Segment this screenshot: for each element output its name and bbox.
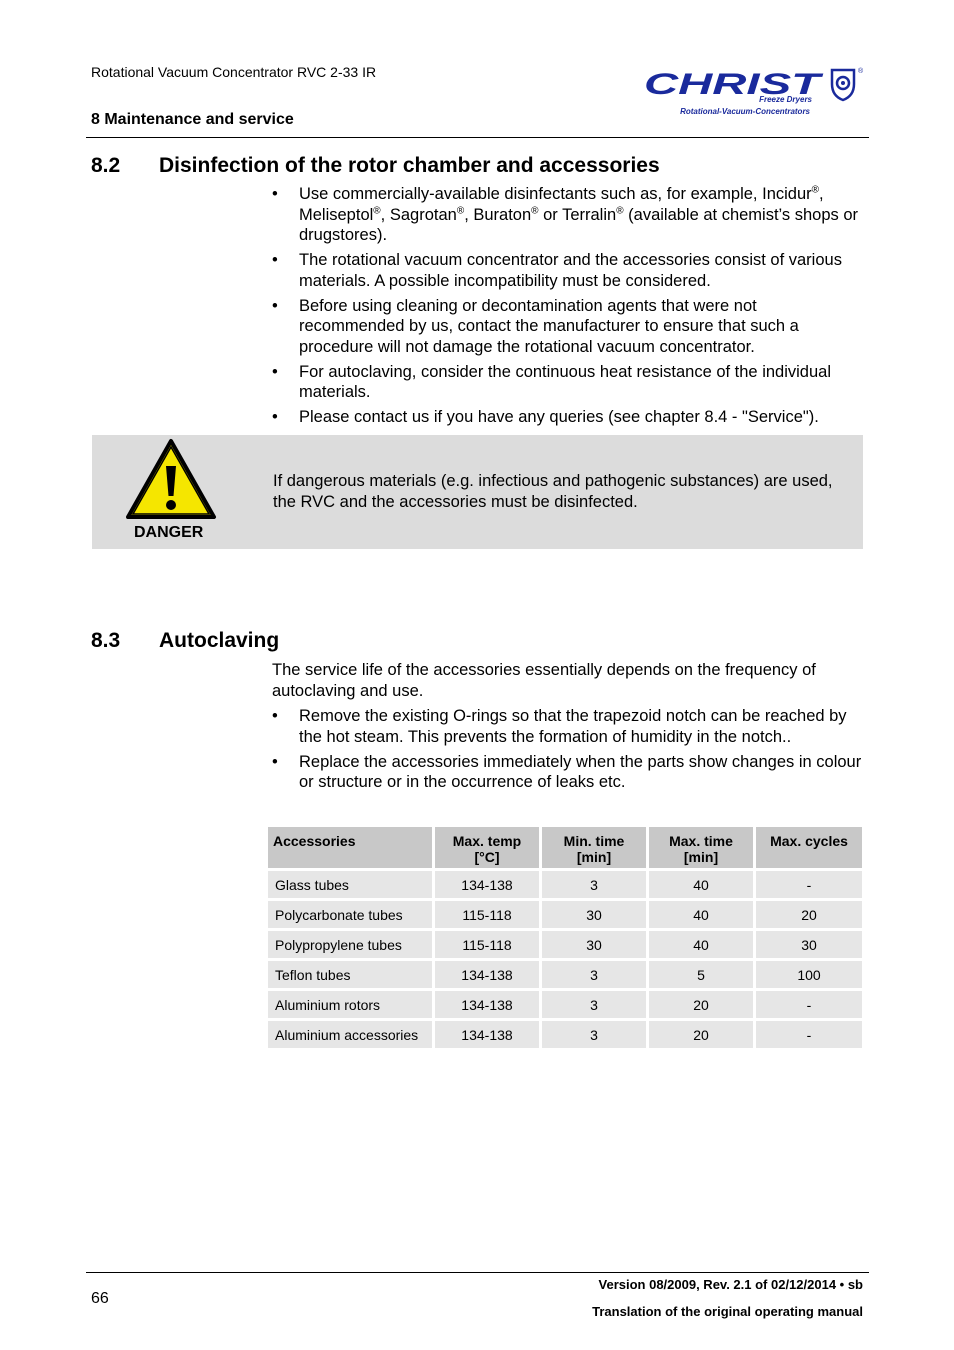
logo-registered-mark: ® [858, 68, 864, 75]
table-cell: 3 [542, 991, 646, 1018]
danger-label: DANGER [134, 524, 204, 541]
table-cell: 115-118 [435, 931, 539, 958]
table-cell: 20 [649, 1021, 753, 1048]
section-title: Disinfection of the rotor chamber and accessories [159, 154, 660, 177]
table-cell: 3 [542, 1021, 646, 1048]
table-cell: 115-118 [435, 901, 539, 928]
column-header: Min. time [min] [542, 827, 646, 868]
table-row [268, 931, 862, 958]
table-cell: - [756, 991, 862, 1018]
table-row [268, 991, 862, 1018]
table-row [268, 961, 862, 988]
table-cell: 134-138 [435, 961, 539, 988]
warning-triangle-icon [125, 438, 217, 520]
autoclaving-intro: The service life of the accessories essentially depends on the frequency of autoclaving and use. [272, 661, 816, 700]
section-8-3-heading [91, 629, 871, 657]
autoclaving-table [265, 824, 865, 1051]
header-divider [86, 137, 869, 138]
column-header: Max. cycles [756, 827, 862, 868]
table-cell: 30 [542, 931, 646, 958]
logo-emblem-icon [832, 70, 854, 100]
section-number: 8.3 [91, 629, 121, 652]
list-item: • Please contact us if you have any queries (see chapter 8.4 - "Service"). [272, 407, 864, 428]
logo-brand-text: CHRIST [644, 68, 825, 101]
page-number: 66 [91, 1290, 109, 1307]
logo-line2: Rotational-Vacuum-Concentrators [680, 107, 810, 116]
section-title: Autoclaving [159, 629, 280, 652]
table-row [268, 901, 862, 928]
list-item: • Before using cleaning or decontamination agents that were not recommended by us, contact the manufacturer to ensure that such a procedure will not damage the rotational vacuum concentrator. [272, 296, 864, 358]
table-cell: 40 [649, 931, 753, 958]
autoclaving-list [272, 706, 864, 797]
table-row [268, 1021, 862, 1048]
table-cell: Polypropylene tubes [268, 931, 432, 958]
danger-text: If dangerous materials (e.g. infectious and pathogenic substances) are used, the RVC and the accessories must be disinfected. [273, 472, 833, 511]
christ-logo [642, 64, 867, 120]
table-header-row [268, 827, 862, 868]
table-cell: - [756, 871, 862, 898]
table-cell: 40 [649, 901, 753, 928]
table-cell: Aluminium rotors [268, 991, 432, 1018]
translation-note: Translation of the original operating manual [592, 1304, 863, 1319]
column-header: Accessories [268, 827, 432, 868]
table-cell: 3 [542, 961, 646, 988]
list-item: • The rotational vacuum concentrator and the accessories consist of various materials. A possible incompatibility must be considered. [272, 250, 864, 291]
table-row [268, 871, 862, 898]
version-info: Version 08/2009, Rev. 2.1 of 02/12/2014 • sb [598, 1277, 863, 1292]
table-cell: - [756, 1021, 862, 1048]
table-cell: Aluminium accessories [268, 1021, 432, 1048]
table-cell: 20 [649, 991, 753, 1018]
table-cell: 40 [649, 871, 753, 898]
list-item: • Replace the accessories immediately when the parts show changes in colour or structure or in the occurrence of leaks etc. [272, 752, 864, 793]
table-cell: Teflon tubes [268, 961, 432, 988]
table-cell: 5 [649, 961, 753, 988]
section-8-2-heading [91, 154, 871, 182]
table-cell: 3 [542, 871, 646, 898]
column-header: Max. temp [°C] [435, 827, 539, 868]
table-cell: 134-138 [435, 871, 539, 898]
list-item: • Remove the existing O-rings so that the trapezoid notch can be reached by the hot steam. This prevents the formation of humidity in the notch.. [272, 706, 864, 747]
list-item: • Use commercially-available disinfectants such as, for example, Incidur®, Meliseptol®, Sagrotan®, Buraton® or Terralin® (available at chemist’s shops or drugstores). [272, 184, 864, 246]
table-cell: 30 [542, 901, 646, 928]
table-cell: 134-138 [435, 991, 539, 1018]
table-cell: Glass tubes [268, 871, 432, 898]
table-cell: Polycarbonate tubes [268, 901, 432, 928]
table-cell: 20 [756, 901, 862, 928]
logo-line1: Freeze Dryers [759, 95, 812, 104]
list-item: • For autoclaving, consider the continuous heat resistance of the individual materials. [272, 362, 864, 403]
table-cell: 134-138 [435, 1021, 539, 1048]
table-cell: 100 [756, 961, 862, 988]
footer-divider [86, 1272, 869, 1273]
section-number: 8.2 [91, 154, 121, 177]
chapter-heading: 8 Maintenance and service [91, 111, 294, 128]
document-title: Rotational Vacuum Concentrator RVC 2-33 IR [91, 64, 377, 80]
table-cell: 30 [756, 931, 862, 958]
column-header: Max. time [min] [649, 827, 753, 868]
disinfection-list [272, 184, 864, 432]
